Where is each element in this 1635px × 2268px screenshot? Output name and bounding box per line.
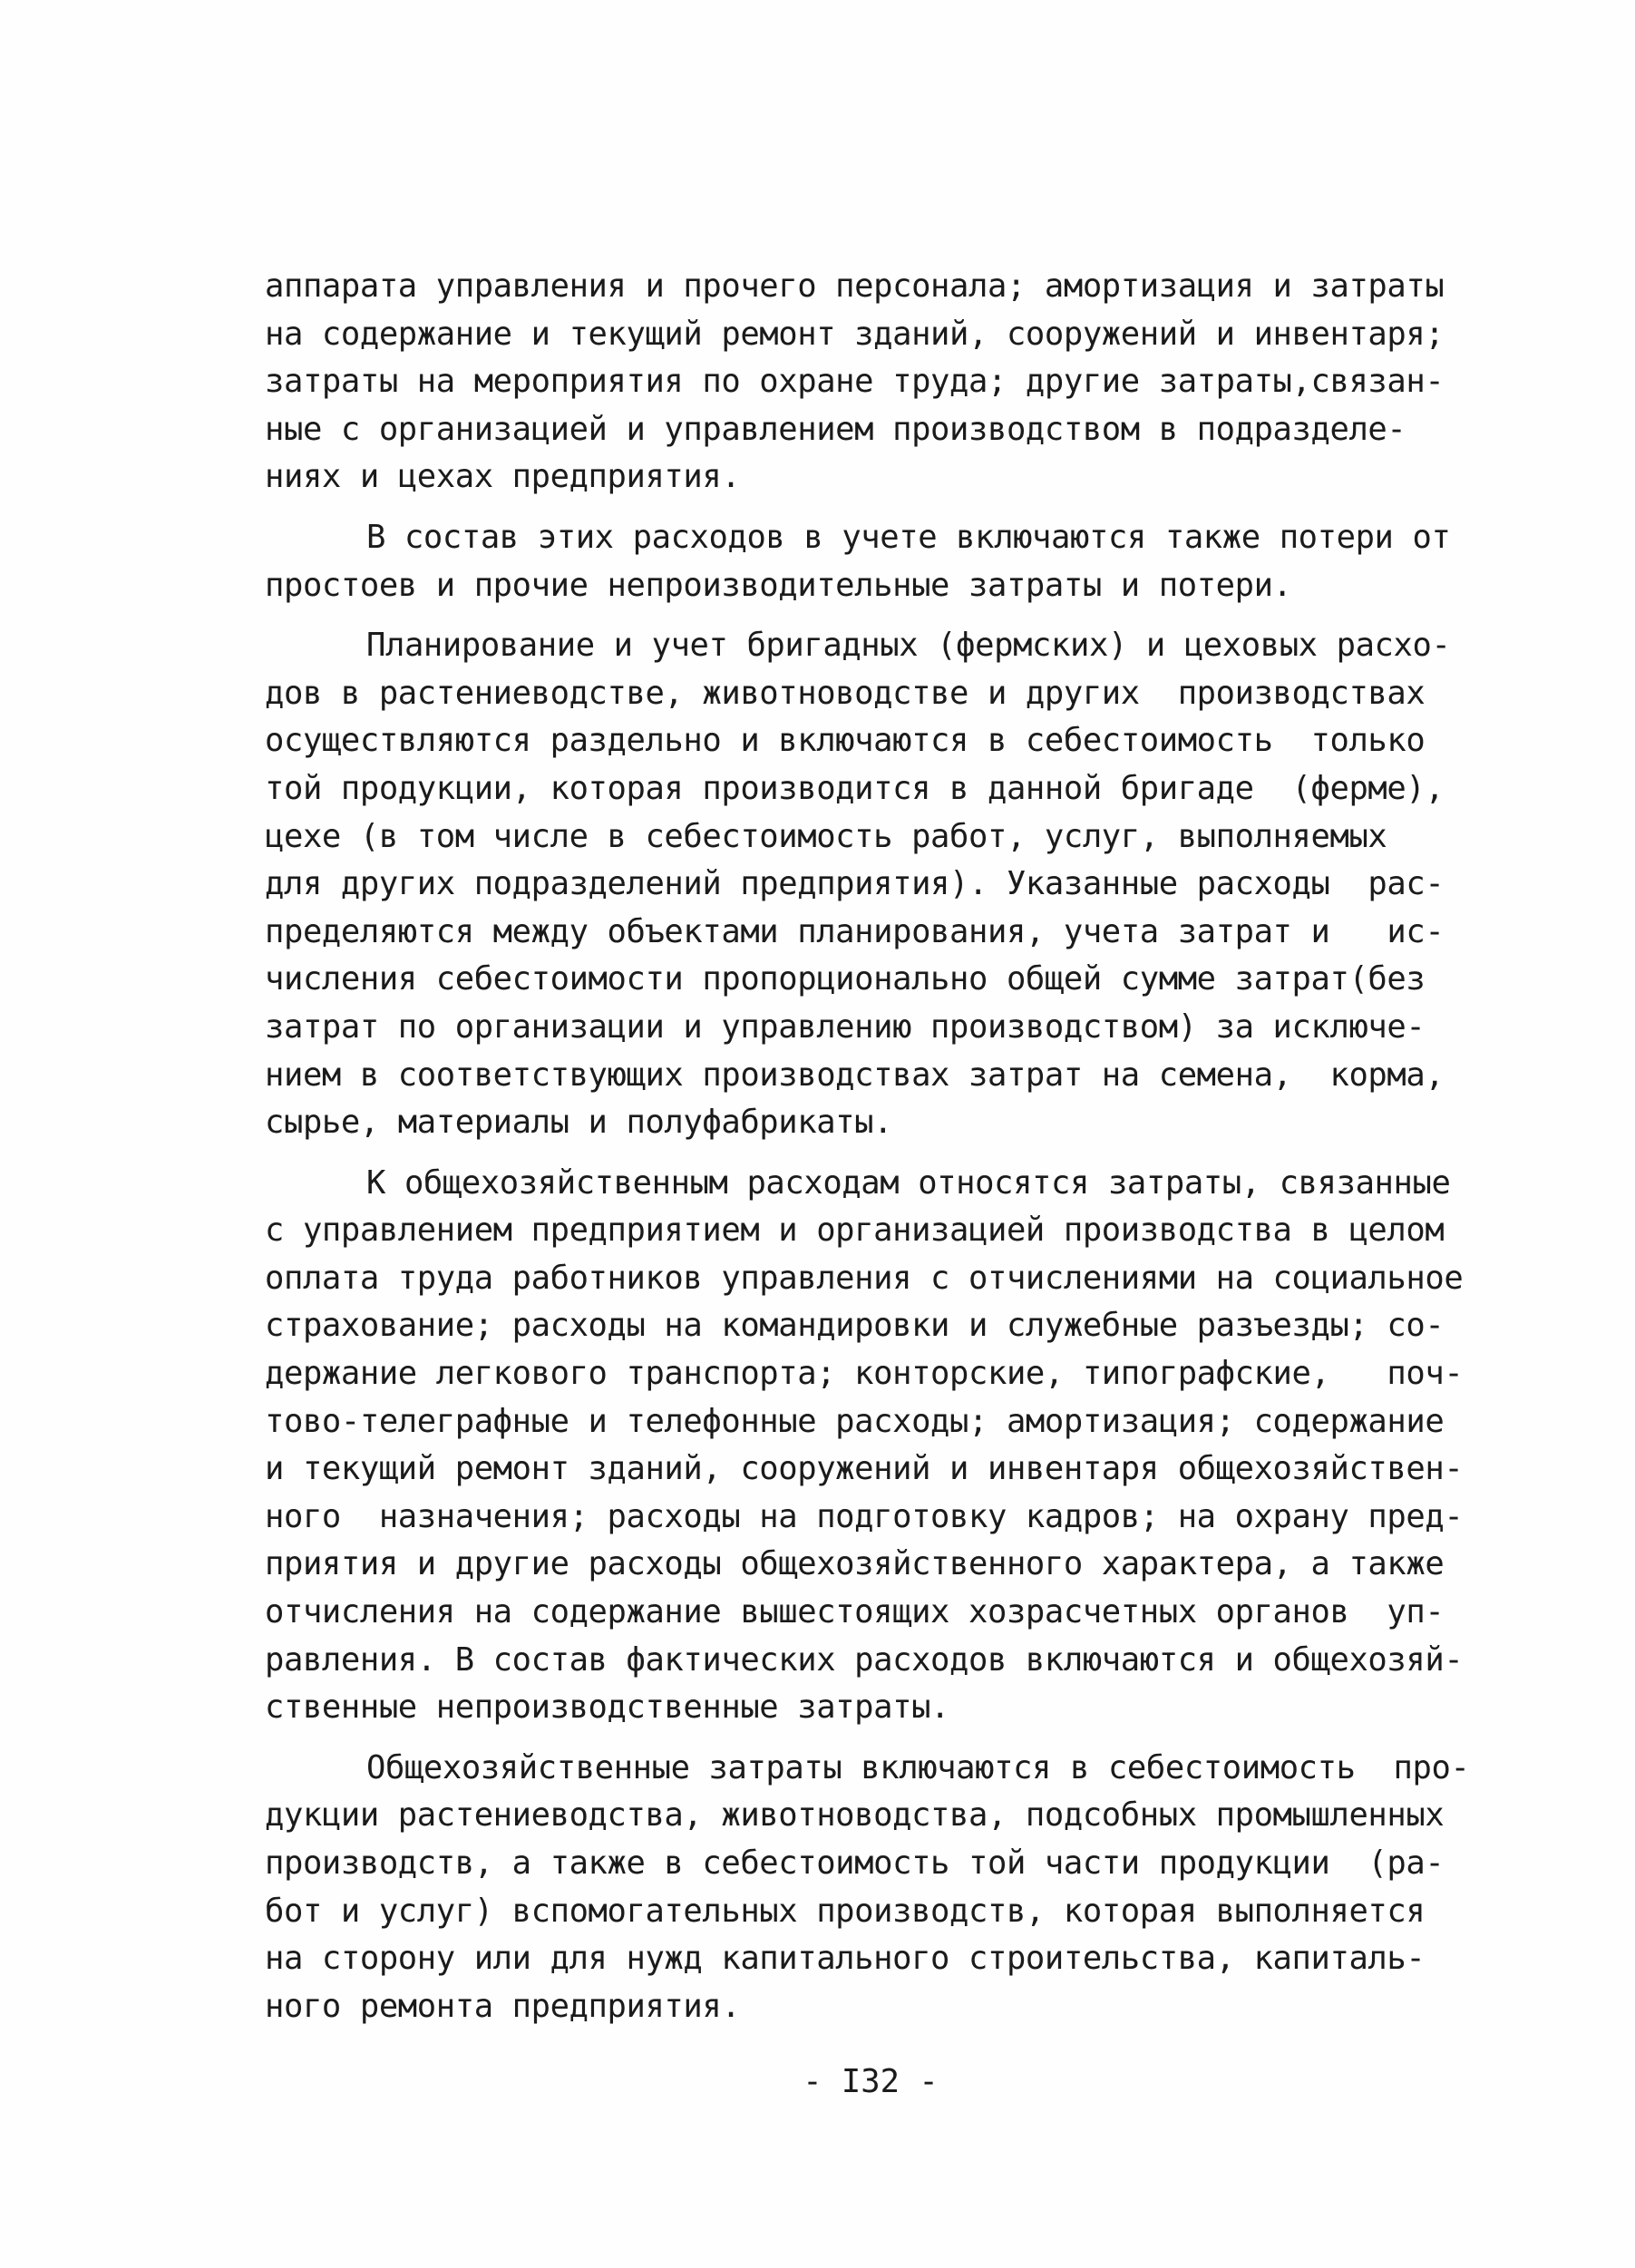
text-line: той продукции, которая производится в данной бригаде (ферме),: [265, 769, 1445, 807]
text-line: В состав этих расходов в учете включаются также потери от: [366, 518, 1451, 556]
text-line: К общехозяйственным расходам относятся затраты, связанные: [366, 1163, 1451, 1202]
text-line: затрат по организации и управлению производством) за исключе-: [265, 1007, 1426, 1046]
paragraph-3: [265, 622, 1480, 1147]
text-line: сырье, материалы и полуфабрикаты.: [265, 1104, 893, 1142]
text-line: равления. В состав фактических расходов включаются и общехозяй-: [265, 1640, 1464, 1679]
text-line: на содержание и текущий ремонт зданий, сооружений и инвентаря;: [265, 315, 1445, 353]
page-number: - I32 -: [803, 2063, 939, 2100]
text-line: ственные непроизводственные затраты.: [265, 1689, 950, 1727]
text-line: дов в растениеводстве, животноводстве и других производствах: [265, 674, 1426, 712]
text-line: и текущий ремонт зданий, сооружений и инвентаря общехозяйствен-: [265, 1450, 1464, 1488]
text-line: для других подразделений предприятия). Указанные расходы рас-: [265, 865, 1445, 903]
text-line: бот и услуг) вспомогательных производств, которая выполняется: [265, 1892, 1426, 1930]
text-line: простоев и прочие непроизводительные затраты и потери.: [265, 566, 1292, 604]
text-line: дукции растениеводства, животноводства, подсобных промышленных: [265, 1796, 1445, 1835]
text-line: отчисления на содержание вышестоящих хозрасчетных органов уп-: [265, 1593, 1445, 1631]
text-line: на сторону или для нужд капитального строительства, капиталь-: [265, 1940, 1426, 1978]
text-line: производств, а также в себестоимость той части продукции (ра-: [265, 1845, 1445, 1882]
text-line: ные с организацией и управлением производством в подразделе-: [265, 410, 1406, 448]
text-line: Планирование и учет бригадных (фермских) и цеховых расхо-: [366, 627, 1451, 665]
paragraph-2: [265, 514, 1480, 609]
text-line: нием в соответствующих производствах затрат на семена, корма,: [265, 1056, 1445, 1094]
body-text: [265, 263, 1480, 2043]
text-line: цехе (в том числе в себестоимость работ, услуг, выполняемых: [265, 817, 1387, 855]
text-line: с управлением предприятием и организацией производства в целом: [265, 1212, 1445, 1250]
paragraph-5: [265, 1745, 1480, 2031]
text-line: аппарата управления и прочего персонала; амортизация и затраты: [265, 268, 1445, 305]
text-line: затраты на мероприятия по охране труда; другие затраты,связан-: [265, 363, 1445, 401]
text-line: тово-телеграфные и телефонные расходы; амортизация; содержание: [265, 1402, 1445, 1440]
text-line: пределяются между объектами планирования, учета затрат и ис-: [265, 912, 1445, 950]
paragraph-4: [265, 1160, 1480, 1732]
text-line: числения себестоимости пропорционально общей сумме затрат(без: [265, 960, 1426, 998]
text-line: ного назначения; расходы на подготовку кадров; на охрану пред-: [265, 1497, 1464, 1535]
text-line: Общехозяйственные затраты включаются в себестоимость про-: [366, 1748, 1470, 1786]
text-line: держание легкового транспорта; конторские, типографские, поч-: [265, 1355, 1464, 1393]
paragraph-1: [265, 263, 1480, 501]
text-line: осуществляются раздельно и включаются в себестоимость только: [265, 722, 1426, 760]
text-line: ного ремонта предприятия.: [265, 1987, 741, 2025]
text-line: оплата труда работников управления с отчислениями на социальное: [265, 1259, 1464, 1297]
text-line: ниях и цехах предприятия.: [265, 458, 741, 496]
text-line: приятия и другие расходы общехозяйственного характера, а также: [265, 1545, 1445, 1583]
text-line: страхование; расходы на командировки и служебные разъезды; со-: [265, 1307, 1445, 1345]
